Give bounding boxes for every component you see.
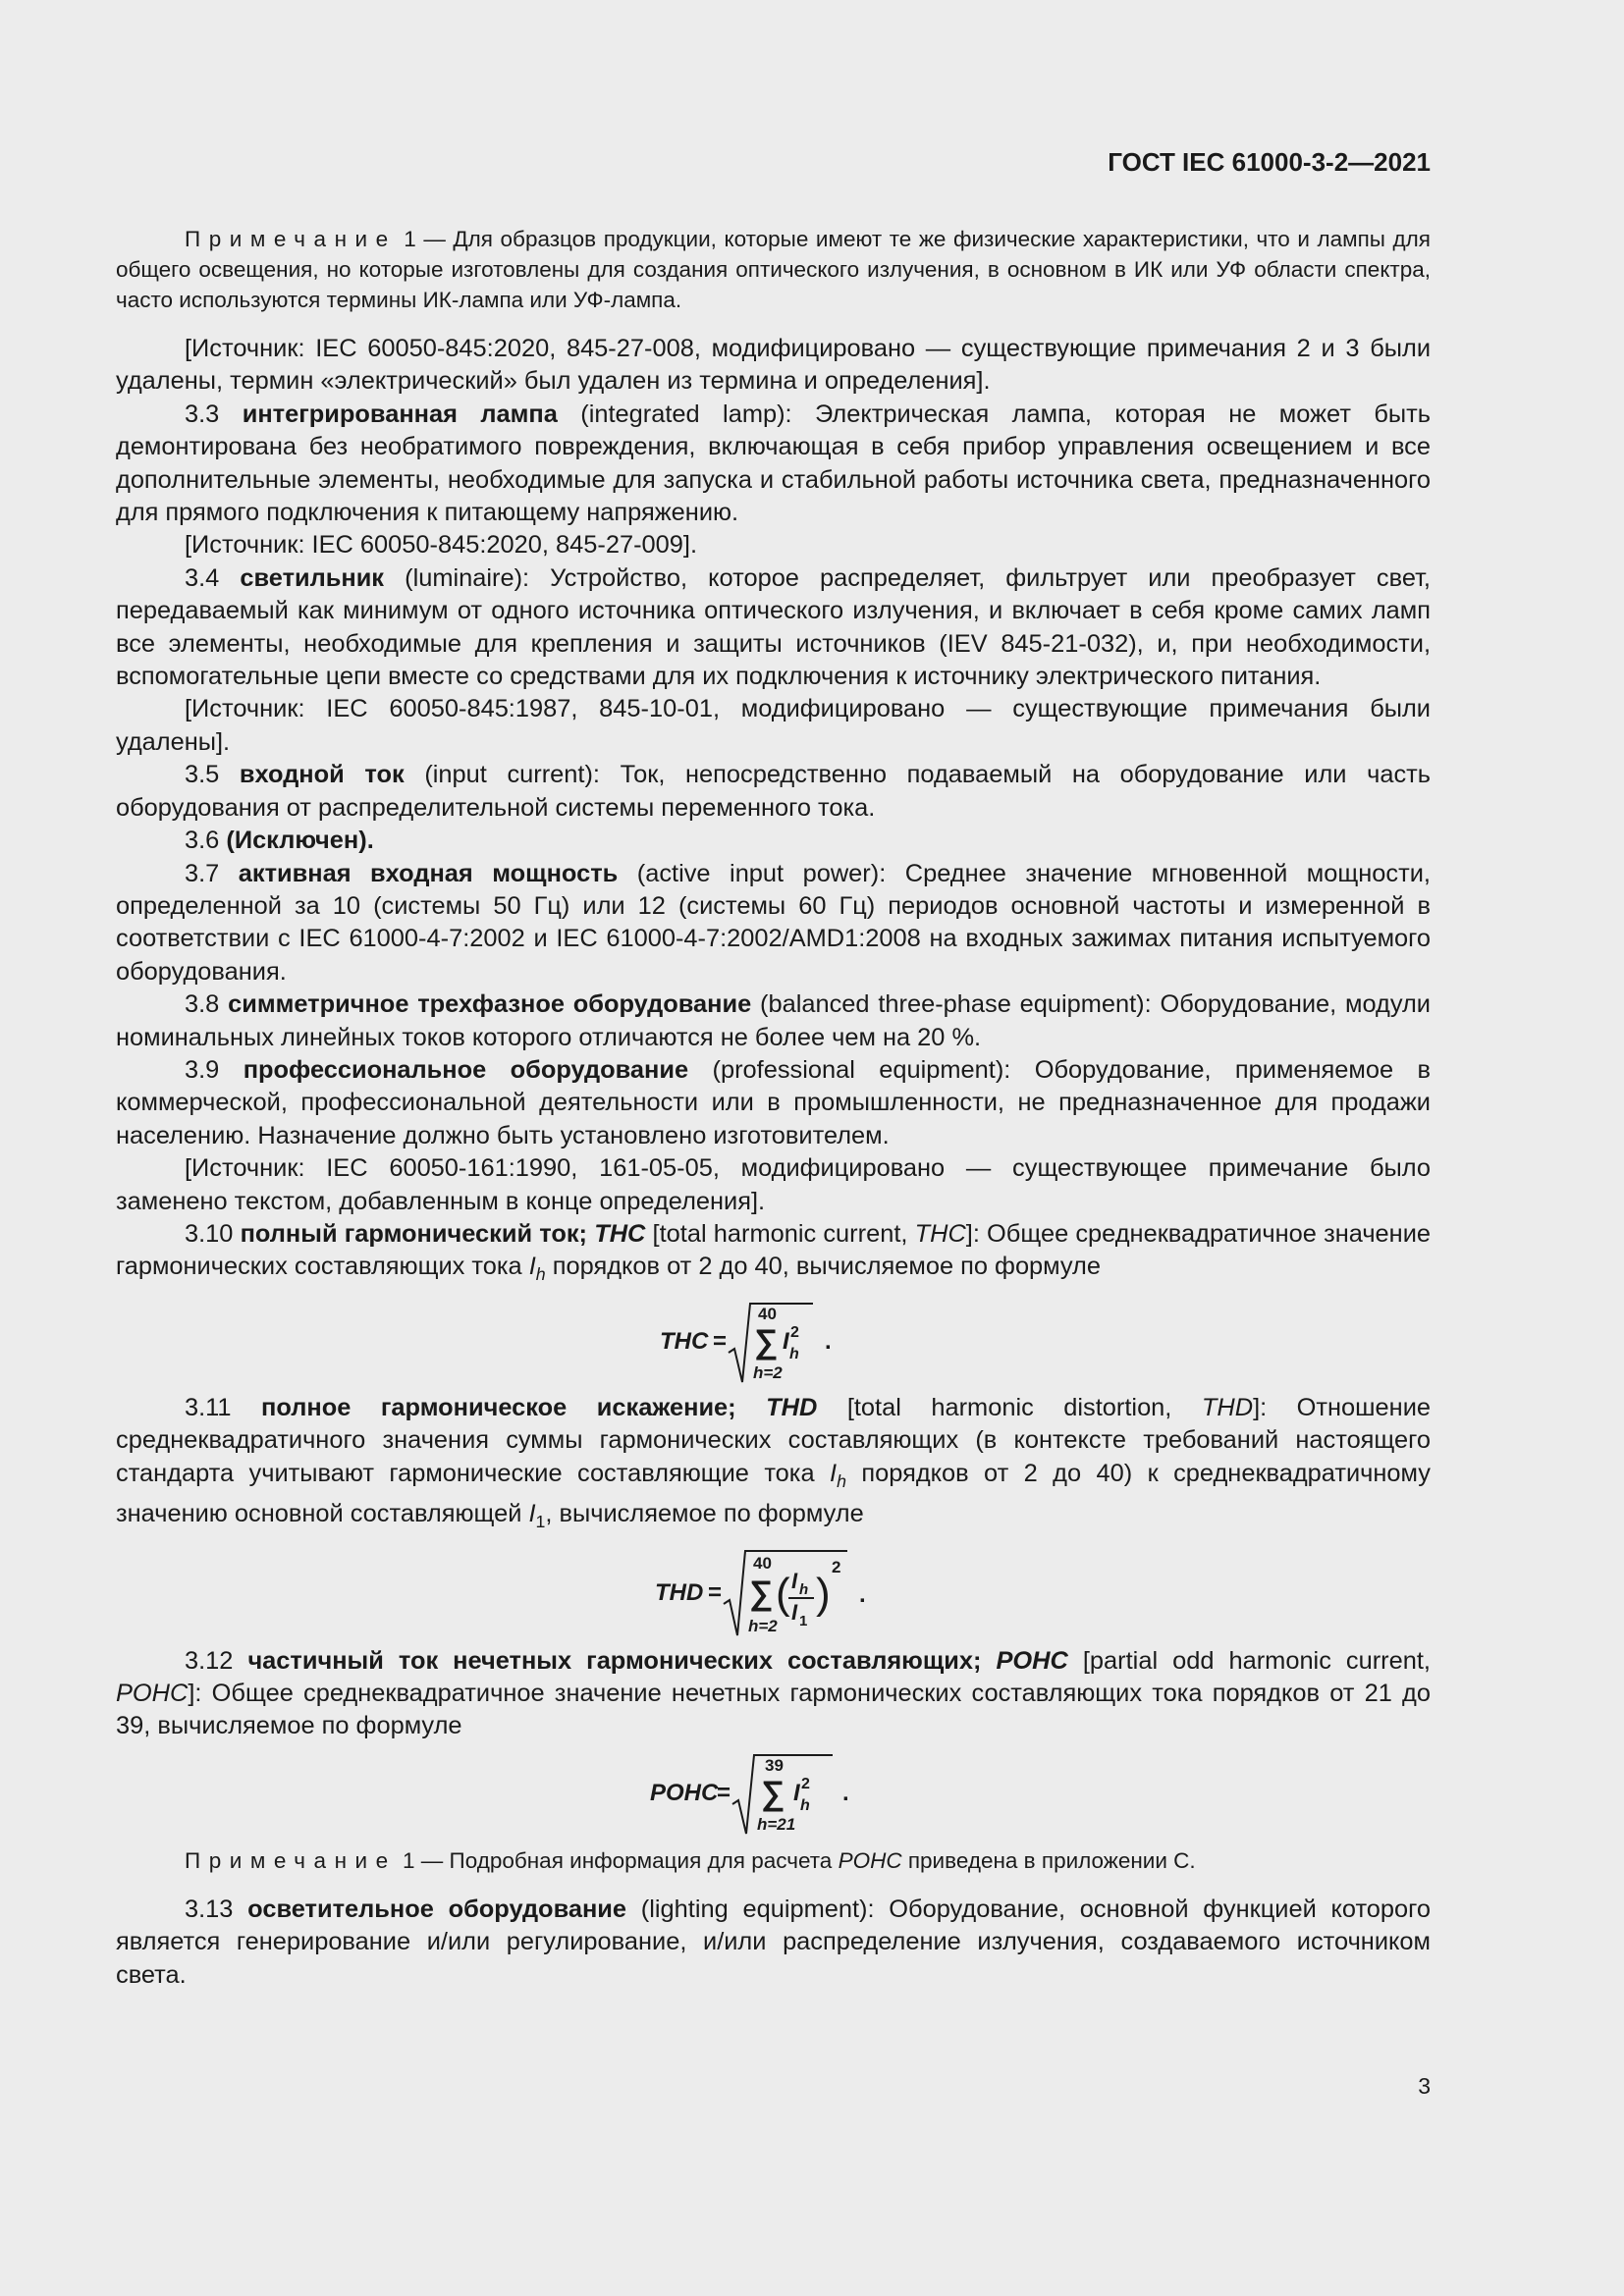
svg-text:.: . — [858, 1580, 866, 1608]
term-title: активная входная мощность — [238, 859, 619, 887]
source-4: [Источник: IEC 60050-161:1990, 161-05-05, модифицировано — существующее примечание было заменено текстом, добавленным в конце определения]. — [116, 1154, 1431, 1215]
svg-text:I: I — [782, 1327, 789, 1355]
term-3-8: 3.8 симметричное трехфазное оборудование (balanced three-phase equipment): Оборудование, модули номинальных линейных токов которого отличаются не более чем на 20 %. — [116, 990, 1431, 1051]
term-title: осветительное оборудование — [247, 1895, 627, 1923]
formula-thc — [116, 1298, 1431, 1386]
term-3-9: 3.9 профессиональное оборудование (professional equipment): Оборудование, применяемое в коммерческой, профессиональной деятельности или в промышленности, не предназначенное для продажи населению. Назначение должно быть установлено изготовителем. — [116, 1055, 1431, 1149]
document-body — [116, 224, 1431, 1992]
term-3-4: 3.4 светильник (luminaire): Устройство, которое распределяет, фильтрует или преобразует свет, передаваемый как минимум от одного источника оптического излучения, и включает в себя кроме самих ламп все элементы, необходимые для крепления и защиты источников (IEV 845-21-032), и, при необходимости, вспомогательные цепи вместе со средствами для их подключения к источнику электрического питания. — [116, 563, 1431, 691]
source-1: [Источник: IEC 60050-845:2020, 845-27-008, модифицировано — существующие примечания 2 и 3 были удалены, термин «электрический» был удален из термина и определения]. — [116, 335, 1431, 396]
term-abbr: POHC — [996, 1646, 1068, 1675]
term-3-12: 3.12 частичный ток нечетных гармонических составляющих; POHC [partial odd harmonic current, POHC]: Общее среднеквадратичное значение нечетных гармонических составляющих тока порядков от 21 до 39, вычисляемое по формуле — [116, 1646, 1431, 1740]
svg-text:1: 1 — [798, 1612, 807, 1629]
svg-text:I: I — [792, 1779, 800, 1806]
page-number: 3 — [1418, 2073, 1431, 2099]
svg-text:h: h — [799, 1796, 810, 1814]
svg-text:2: 2 — [831, 1557, 840, 1576]
term-3-5: 3.5 входной ток (input current): Ток, непосредственно подаваемый на оборудование или часть оборудования от распределительной системы переменного тока. — [116, 761, 1431, 822]
document-header: ГОСТ IEC 61000-3-2—2021 — [1108, 147, 1431, 177]
note-text: 1 — Для образцов продукции, которые имеют те же физические характеристики, что и лампы для общего освещения, но которые изготовлены для создания оптического излучения, в основном в ИК или УФ области спектра, часто используются термины ИК-лампа или УФ-лампа. — [116, 227, 1431, 312]
note-label: Примечание — [185, 1847, 397, 1873]
formula-pohc — [116, 1749, 1431, 1838]
sum-icon: ∑ — [748, 1574, 773, 1612]
term-title: (Исключен). — [226, 827, 374, 855]
svg-text:2: 2 — [800, 1775, 810, 1792]
left-paren: ( — [775, 1569, 790, 1618]
note-2: Примечание 1 — Подробная информация для расчета POHC приведена в приложении С. — [185, 1847, 1196, 1873]
term-abbr: THC — [594, 1219, 646, 1248]
svg-text:h: h — [798, 1580, 808, 1598]
term-3-6: 3.6 (Исключен). — [185, 827, 374, 855]
sum-lower: h=2 — [752, 1362, 783, 1382]
term-title: интегрированная лампа — [242, 400, 558, 428]
formula-lhs: THC — [659, 1327, 708, 1355]
term-title: полное гармоническое искажение; — [261, 1393, 736, 1421]
sum-lower: h=21 — [756, 1814, 795, 1834]
source-2: [Источник: IEC 60050-845:2020, 845-27-009]. — [185, 531, 697, 560]
svg-text:=: = — [712, 1327, 727, 1355]
svg-text:=: = — [716, 1779, 731, 1806]
term-title: профессиональное оборудование — [243, 1055, 689, 1084]
note-1 — [116, 224, 1431, 315]
term-3-3: 3.3 интегрированная лампа (integrated lamp): Электрическая лампа, которая не может быть демонтирована без необратимого повреждения, включающая в себя прибор управления освещением и все дополнительные элементы, необходимые для запуска и стабильной работы источника света, предназначенного для прямого подключения к питающему напряжению. — [116, 400, 1432, 527]
term-title: полный гармонический ток; — [240, 1219, 588, 1248]
source-3: [Источник: IEC 60050-845:1987, 845-10-01, модифицировано — существующие примечания были удалены]. — [116, 695, 1431, 756]
svg-text:.: . — [841, 1779, 849, 1806]
svg-text:I: I — [790, 1568, 797, 1593]
term-3-11: 3.11 полное гармоническое искажение; THD [total harmonic distortion, THD]: Отношение среднеквадратичного значения суммы гармонических составляющих (в контексте требований настоящего стандарта учитывают гармонические составляющие тока $I_h$ порядков от 2 до 40) к среднеквадратичному значению основной составляющей $I_1$, вычисляемое по формуле — [116, 1393, 1431, 1532]
svg-text:h: h — [788, 1345, 799, 1362]
note-label: Примечание — [185, 227, 397, 251]
sum-lower: h=2 — [747, 1616, 778, 1635]
term-title: входной ток — [239, 761, 405, 789]
right-paren: ) — [815, 1569, 831, 1618]
term-3-13: 3.13 осветительное оборудование (lighting equipment): Оборудование, основной функцией которого является генерирование и/или регулирование, и/или распределение излучения, создаваемого источником света. — [116, 1895, 1431, 1989]
svg-text:I: I — [790, 1599, 797, 1625]
sum-upper: 39 — [764, 1755, 784, 1775]
term-3-10: 3.10 полный гармонический ток; THC [total harmonic current, THC]: Общее среднеквадратичное значение гармонических составляющих тока $I_h$ порядков от 2 до 40, вычисляемое по формуле — [116, 1219, 1431, 1285]
formula-thd — [116, 1545, 1431, 1639]
formula-lhs: THD — [654, 1578, 703, 1606]
svg-text:2: 2 — [789, 1323, 799, 1341]
sum-icon: ∑ — [760, 1774, 785, 1812]
formula-lhs: POHC — [649, 1779, 718, 1806]
sum-upper: 40 — [757, 1304, 777, 1323]
term-abbr: THD — [766, 1393, 818, 1421]
svg-text:.: . — [824, 1327, 832, 1355]
term-3-7: 3.7 активная входная мощность (active input power): Среднее значение мгновенной мощности, определенной за 10 (системы 50 Гц) или 12 (системы 60 Гц) периодов основной частоты и измеренной в соответствии с IEC 61000-4-7:2002 и IEC 61000-4-7:2002/AMD1:2008 на входных зажимах питания испытуемого оборудования. — [116, 859, 1431, 986]
term-title: частичный ток нечетных гармонических составляющих; — [247, 1646, 982, 1675]
svg-text:=: = — [707, 1578, 722, 1606]
sum-icon: ∑ — [753, 1322, 778, 1361]
sum-upper: 40 — [752, 1553, 772, 1573]
term-title: светильник — [240, 563, 385, 592]
term-title: симметричное трехфазное оборудование — [228, 990, 752, 1019]
